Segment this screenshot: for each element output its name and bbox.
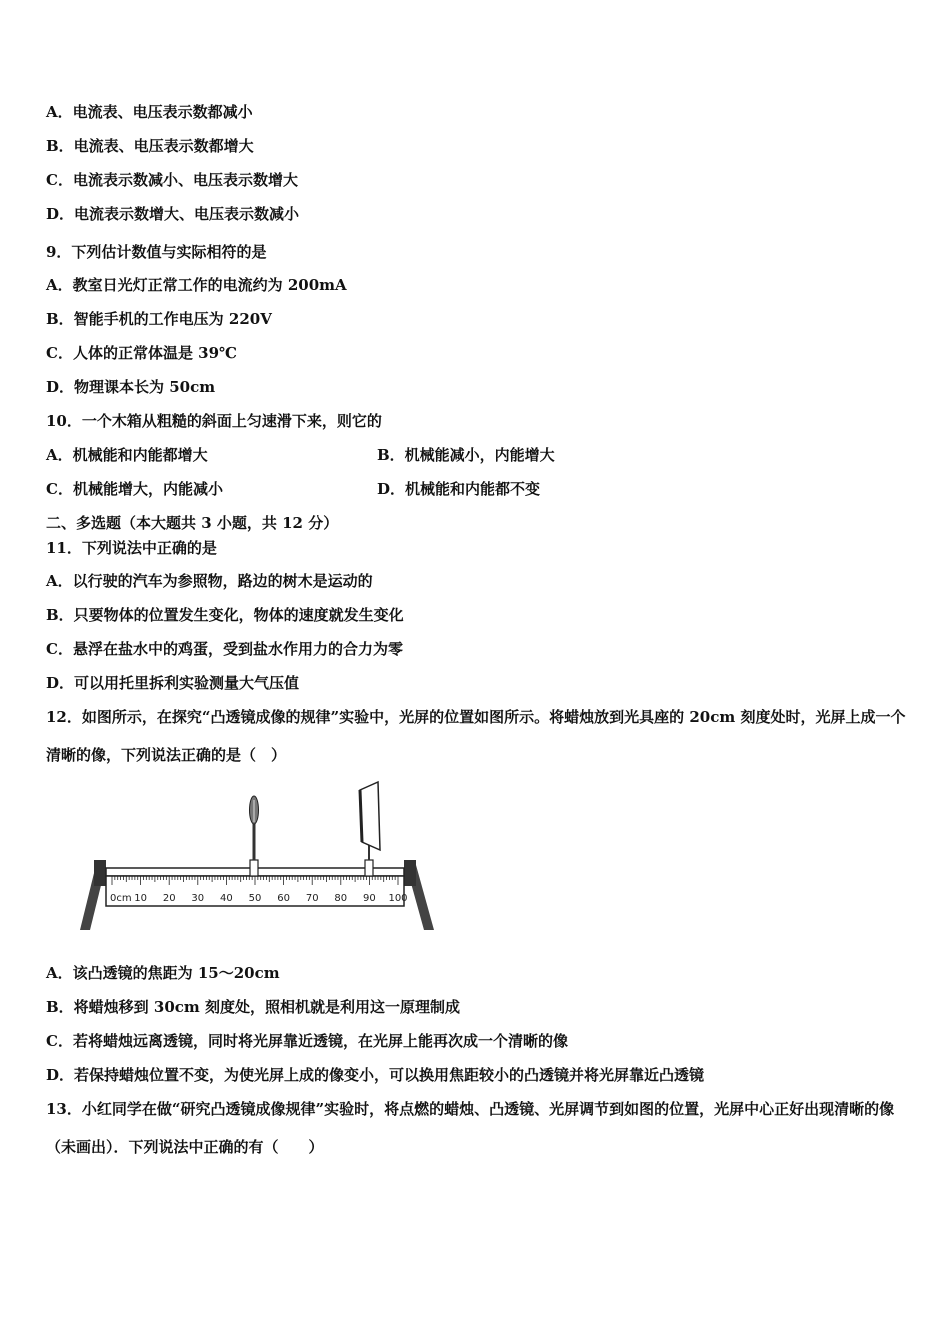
scale-label: 70 <box>305 893 319 904</box>
optical-bench-figure <box>78 780 438 940</box>
optical-bench-svg <box>78 780 438 940</box>
q12-option-d: D．若保持蜡烛位置不变，为使光屏上成的像变小，可以换用焦距较小的凸透镜并将光屏靠近凸透镜 <box>46 1066 705 1084</box>
scale-label: 90 <box>363 893 376 904</box>
scale-label: 0cm <box>110 893 132 904</box>
lens-holder <box>250 860 258 876</box>
q12-option-b: B．将蜡烛移到 30cm 刻度处，照相机就是利用这一原理制成 <box>46 998 461 1016</box>
scale-label: 50 <box>248 893 262 904</box>
scale-label: 30 <box>191 893 205 904</box>
q12-stem: 12．如图所示，在探究“凸透镜成像的规律”实验中，光屏的位置如图所示。将蜡烛放到光具座的 20cm 刻度处时，光屏上成一个清晰的像，下列说法正确的是（ ） <box>46 708 906 764</box>
scale-label: 20 <box>162 893 176 904</box>
q12-option-a: A．该凸透镜的焦距为 15～20cm <box>46 964 280 982</box>
bench-left-block <box>94 860 106 886</box>
q8-option-b: B．电流表、电压表示数都增大 <box>46 137 254 155</box>
section-title: 二、多选题（本大题共 3 小题，共 12 分） <box>46 514 339 532</box>
q11-option-b: B．只要物体的位置发生变化，物体的速度就发生变化 <box>46 606 404 624</box>
scale-label: 40 <box>220 893 233 904</box>
q9-option-a: A．教室日光灯正常工作的电流约为 200mA <box>46 276 347 294</box>
scale-label: 80 <box>334 893 348 904</box>
q11-option-d: D．可以用托里拆利实验测量大气压值 <box>46 674 300 692</box>
q11-option-a: A．以行驶的汽车为参照物，路边的树木是运动的 <box>46 572 373 590</box>
q9-option-c: C．人体的正常体温是 39℃ <box>46 344 238 362</box>
q11-option-c: C．悬浮在盐水中的鸡蛋，受到盐水作用力的合力为零 <box>46 640 403 658</box>
q10-stem: 10．一个木箱从粗糙的斜面上匀速滑下来，则它的 <box>46 412 382 430</box>
screen-holder <box>365 860 373 876</box>
q9-stem: 9．下列估计数值与实际相符的是 <box>46 243 267 261</box>
q8-option-c: C．电流表示数减小、电压表示数增大 <box>46 171 298 189</box>
q11-stem: 11．下列说法中正确的是 <box>46 539 217 557</box>
scale-label: 10 <box>134 893 147 904</box>
scale-label: 60 <box>277 893 290 904</box>
q10-option-d: D．机械能和内能都不变 <box>377 480 541 498</box>
q12-option-c: C．若将蜡烛远离透镜，同时将光屏靠近透镜，在光屏上能再次成一个清晰的像 <box>46 1032 568 1050</box>
screen-edge <box>360 790 362 842</box>
scale-label: 100 <box>388 893 408 904</box>
bench-right-block <box>404 860 416 886</box>
q13-stem: 13．小红同学在做“研究凸透镜成像规律”实验时，将点燃的蜡烛、凸透镜、光屏调节到如图的位置，光屏中心正好出现清晰的像（未画出）．下列说法中正确的有（ ） <box>46 1100 895 1156</box>
q8-option-d: D．电流表示数增大、电压表示数减小 <box>46 205 300 223</box>
q10-option-a: A．机械能和内能都增大 <box>46 446 208 464</box>
q9-option-b: B．智能手机的工作电压为 220V <box>46 310 272 328</box>
q10-option-c: C．机械能增大，内能减小 <box>46 480 223 498</box>
q8-option-a: A．电流表、电压表示数都减小 <box>46 103 253 121</box>
q10-option-b: B．机械能减小，内能增大 <box>377 446 555 464</box>
q9-option-d: D．物理课本长为 50cm <box>46 378 216 396</box>
